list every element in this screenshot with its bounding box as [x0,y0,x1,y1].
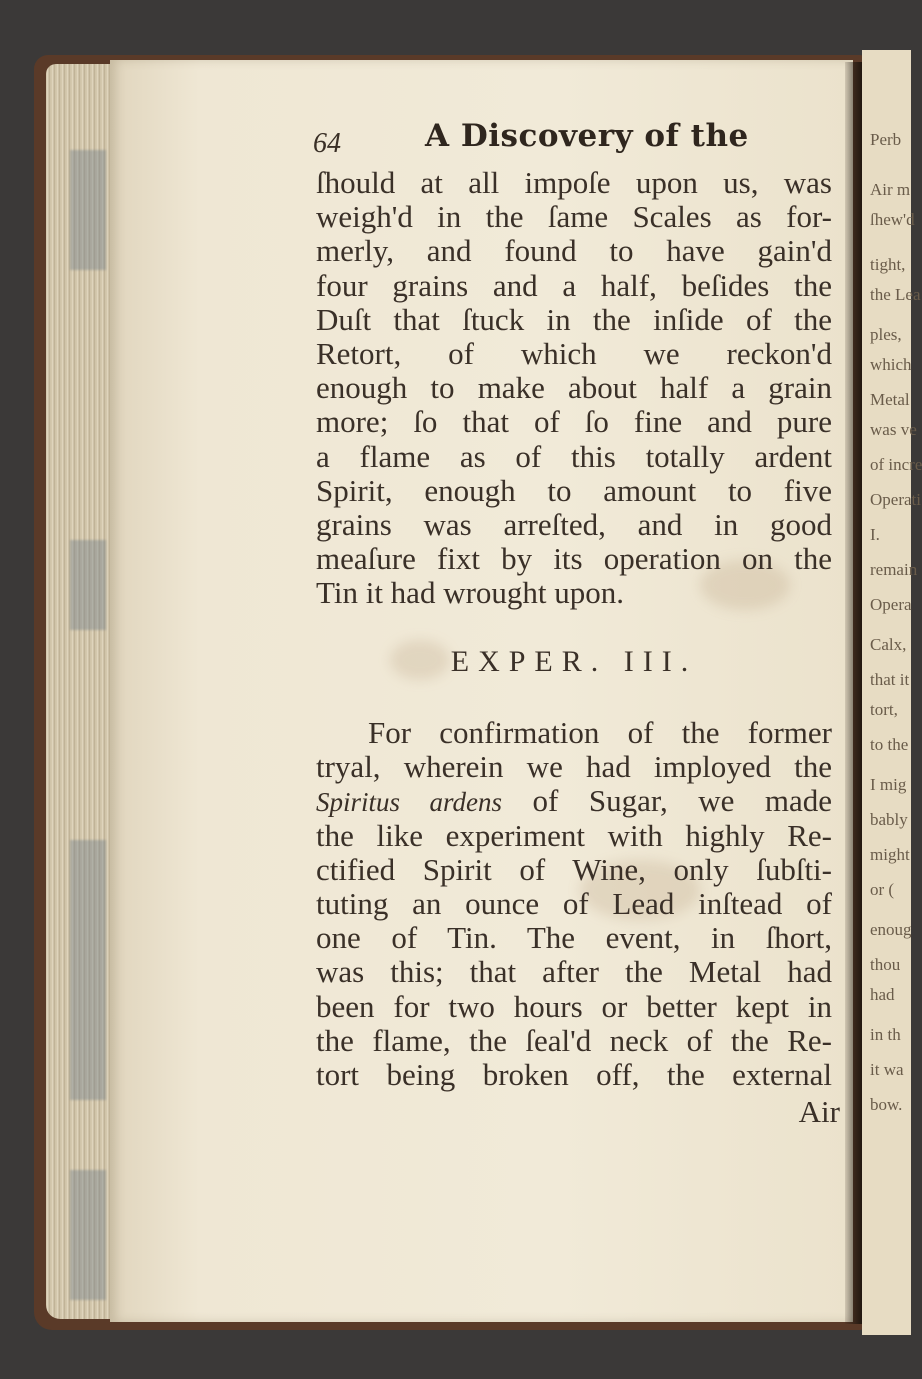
text-line: the like experiment with highly Re- [316,817,832,853]
page-number: 64 [313,128,341,159]
text-line: the flame, the ſeal'd neck of the Re- [316,1022,832,1058]
facing-page-fragment: of incre [870,455,922,474]
facing-page-fragment: bow. [870,1095,903,1114]
facing-page-fragment: tight, [870,255,906,274]
facing-page-fragment: had [870,985,895,1004]
text-line: For confirmation of the former [368,715,832,750]
text-line: more; ſo that of ſo fine and pure [316,404,832,440]
page-header [313,118,833,168]
section-heading: EXPER. III. [450,645,698,678]
facing-page-fragment: Air m [870,180,911,199]
text-line: tuting an ounce of Lead inſtead of [316,885,832,921]
catchword: Air [798,1094,840,1129]
facing-page-fragment: Operati [870,490,921,509]
facing-page-fragment: it wa [870,1060,904,1079]
facing-page-fragment: might [870,845,910,864]
facing-page-fragment: or ( [870,880,895,899]
facing-page-fragment: ples, [870,325,902,344]
page-edge-stain [70,1170,106,1300]
facing-page-fragment: Metal [870,390,910,409]
facing-page-fragment: I. [870,525,880,544]
text-line: ctified Spirit of Wine, only ſubſti- [316,851,832,887]
page-edge-stain [70,540,106,630]
page-edge-stain [70,840,106,1100]
text-line: Spirit, enough to amount to five [316,472,832,508]
facing-page-fragment: I mig [870,775,907,794]
text-line: ſhould at all impoſe upon us, was [316,165,832,200]
text-line: weigh'd in the ſame Scales as for- [316,199,832,235]
text-line: one of Tin. The event, in ſhort, [316,920,832,956]
text-line: meaſure fixt by its operation on the [316,541,832,577]
text-line: was this; that after the Metal had [316,954,832,990]
paragraph-exper-3 [316,716,832,1092]
facing-page-fragment: tort, [870,700,898,719]
text-line: four grains and a half, beſides the [316,267,832,303]
italic-phrase: Spiritus ardens [316,787,503,818]
text-line: grains was arreſted, and in good [316,506,832,542]
paragraph-continued [316,166,832,610]
text-line: been for two hours or better kept in [316,988,832,1024]
text-line: merly, and found to have gain'd [316,233,832,269]
facing-page-fragment: enoug [870,920,912,939]
facing-page-fragment: ſhew'd [870,210,915,229]
facing-page-fragment: in th [870,1025,901,1044]
text-line: a flame as of this totally ardent [316,438,832,474]
text-line: tryal, wherein we had imployed the [316,749,832,785]
facing-page [862,50,922,1335]
facing-page-fragment: that it [870,670,910,689]
facing-page-fragment: bably [870,810,908,829]
text-line [316,784,832,818]
text-line: Tin it had wrought upon. [316,575,625,611]
gutter-shadow [845,62,863,1324]
facing-page-fragment: the Lea [870,285,921,304]
page-edge-stain [70,150,106,270]
text-line: Duſt that ſtuck in the inſide of the [316,301,832,337]
facing-page-fragment: thou [870,955,901,974]
facing-page-fragment: Calx, [870,635,907,654]
running-head: A Discovery of the [425,118,749,154]
facing-page-fragment: was ve [870,420,917,439]
text-line: tort being broken off, the external [316,1056,832,1092]
text-line: Retort, of which we reckon'd [316,335,832,371]
facing-page-fragment: remain [870,560,918,579]
facing-page-fragment: Perb [870,130,902,149]
facing-page-fragment: to the [870,735,909,754]
facing-page-fragment: which [870,355,912,374]
facing-page-fragment: Opera [870,595,912,614]
text-line: enough to make about half a grain [316,370,832,406]
text-fragment: of Sugar, we made [502,783,833,819]
